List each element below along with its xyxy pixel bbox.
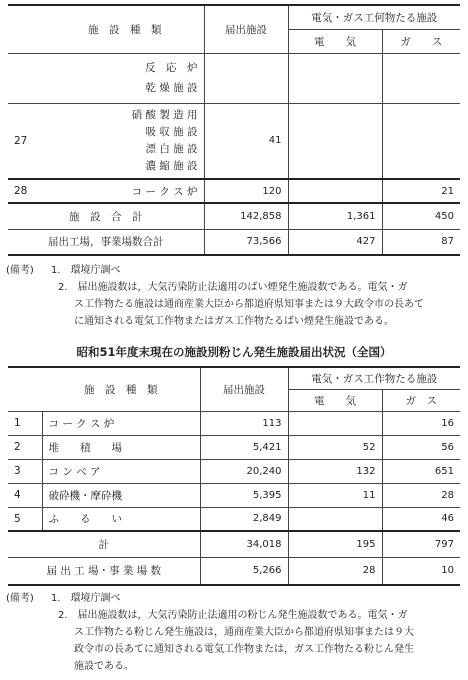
row-gas: 651 <box>382 459 460 483</box>
row-electric: 52 <box>288 435 382 459</box>
row-name: ふ る い <box>42 507 200 531</box>
row-reactor-dryer <box>46 53 204 103</box>
total-label: 計 <box>98 538 109 551</box>
factory-count: 5,266 <box>200 557 288 585</box>
notes-2-item-1: 1. 環境庁調べ <box>51 593 121 604</box>
notes-2-item-2c: 政令市の長あてに通知される電気工作物または，ガス工作物たる粉じん発生 <box>74 644 414 655</box>
dust-facility-table <box>8 366 460 586</box>
header-gas: ガ ス <box>382 389 460 411</box>
header-facility-count: 届出施設 <box>204 5 288 53</box>
row-gas: 46 <box>382 507 460 531</box>
row-28-gas: 21 <box>382 179 460 203</box>
row-count: 113 <box>200 411 288 435</box>
header-facility-count: 届出施設 <box>200 367 288 411</box>
row-number: 2 <box>14 441 21 453</box>
row-number: 1 <box>14 417 21 429</box>
item-reactor: 反 応 炉 <box>145 62 198 74</box>
table-row <box>8 507 460 531</box>
header-electric: 電 気 <box>288 29 382 53</box>
notes-1 <box>6 262 464 330</box>
table-row <box>8 435 460 459</box>
row-name: 破砕機・摩砕機 <box>42 483 200 507</box>
total-label: 施 設 合 計 <box>69 210 143 223</box>
factory-gas: 10 <box>382 557 460 585</box>
row-electric: 11 <box>288 483 382 507</box>
header-blank <box>8 367 42 411</box>
notes-2-item-2d: 施設である。 <box>74 661 134 672</box>
header-elec-gas-group: 電気・ガス工何物たる施設 <box>288 5 460 29</box>
factory-label: 届 出 工 場・事 業 場 数 <box>46 565 162 578</box>
notes-2-item-2b: ス工作物たる粉じん発生施設は，通商産業大臣から都道府県知事または９大 <box>74 627 414 638</box>
emission-facility-table <box>8 4 460 256</box>
total-count: 142,858 <box>204 203 288 229</box>
total-count: 34,018 <box>200 531 288 557</box>
row-count: 2,849 <box>200 507 288 531</box>
row-27-count: 41 <box>204 103 288 179</box>
row-number: 4 <box>14 489 21 501</box>
table-row <box>8 411 460 435</box>
row-gas: 16 <box>382 411 460 435</box>
row-number: 5 <box>14 512 21 525</box>
row-27-number: 27 <box>14 134 28 147</box>
notes-1-item-1: 1. 環境庁調べ <box>51 265 121 276</box>
header-facility-type: 施 設 種 類 <box>88 23 162 36</box>
total-gas: 797 <box>382 531 460 557</box>
row-number: 3 <box>14 465 21 477</box>
row-electric: 132 <box>288 459 382 483</box>
row-count: 5,421 <box>200 435 288 459</box>
row-28-count: 120 <box>204 179 288 203</box>
row-electric <box>288 411 382 435</box>
header-gas: ガ ス <box>382 29 460 53</box>
header-facility-type: 施 設 種 類 <box>84 383 158 396</box>
item-concentrate: 濃 縮 施 設 <box>145 159 198 172</box>
row-count: 5,395 <box>200 483 288 507</box>
notes-2-label: (備考) <box>6 593 34 604</box>
row-27-items <box>46 103 204 179</box>
row-name: コ ー ク ス 炉 <box>42 411 200 435</box>
table-2-title: 昭和51年度末現在の施設別粉じん発生施設届出状況（全国） <box>76 345 392 359</box>
factory-count: 73,566 <box>204 229 288 255</box>
header-electric: 電 気 <box>288 389 382 411</box>
row-28-number: 28 <box>14 185 28 197</box>
table-row <box>8 459 460 483</box>
notes-1-item-2c: に通知される電気工作物またはガス工作物たるばい煙発生施設である。 <box>74 316 394 327</box>
row-gas: 28 <box>382 483 460 507</box>
row-name: 堆 積 場 <box>42 435 200 459</box>
item-nitric: 硝 酸 製 造 用 <box>131 108 198 121</box>
item-dryer: 乾 燥 施 設 <box>145 82 198 94</box>
item-bleach: 漂 白 施 設 <box>145 142 198 155</box>
notes-2 <box>6 590 464 675</box>
row-name: コ ン ベ ア <box>42 459 200 483</box>
header-blank <box>8 5 46 53</box>
total-electric: 195 <box>288 531 382 557</box>
row-gas: 56 <box>382 435 460 459</box>
item-absorb: 吸 収 施 設 <box>145 125 198 138</box>
row-electric <box>288 507 382 531</box>
notes-1-item-2a: 2. 届出施設数は，大気汚染防止法適用のばい煙発生施設数である。電気・ガ <box>58 282 408 293</box>
notes-2-item-2a: 2. 届出施設数は，大気汚染防止法適用の粉じん発生施設数である。電気・ガ <box>58 610 408 621</box>
item-coke-oven: コ ー ク ス 炉 <box>131 185 198 198</box>
factory-electric: 28 <box>288 557 382 585</box>
factory-electric: 427 <box>288 229 382 255</box>
notes-1-item-2b: ス工作物たる施設は通商産業大臣から都道府県知事または９大政令市の長あて <box>74 299 424 310</box>
table-row <box>8 483 460 507</box>
notes-1-label: (備考) <box>6 265 34 276</box>
total-electric: 1,361 <box>288 203 382 229</box>
total-gas: 450 <box>382 203 460 229</box>
factory-gas: 87 <box>382 229 460 255</box>
factory-label: 届出工場，事業場数合計 <box>48 236 164 249</box>
row-count: 20,240 <box>200 459 288 483</box>
header-elec-gas-group: 電気・ガス工作物たる施設 <box>288 367 460 389</box>
